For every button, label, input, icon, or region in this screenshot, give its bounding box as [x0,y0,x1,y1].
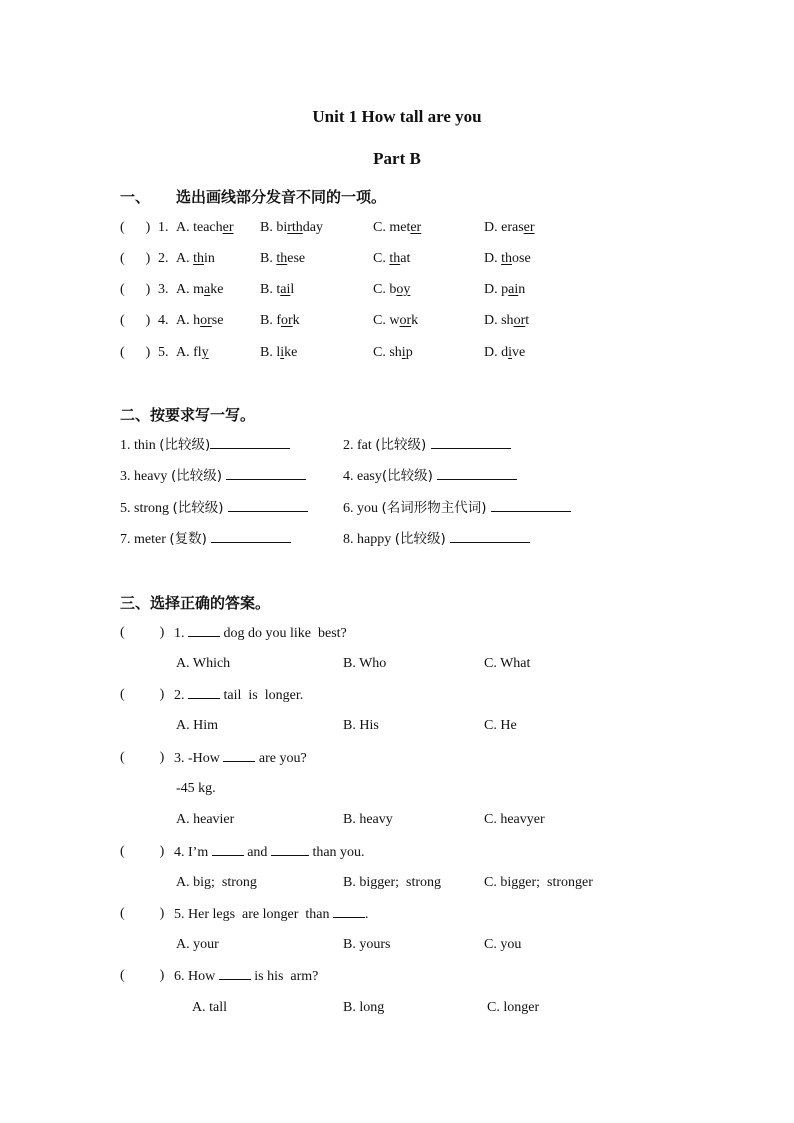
answer-line[interactable] [219,966,251,980]
option-text: in [204,251,215,266]
option-choice: C. heavyer [484,812,545,827]
section-2-heading: 二、按要求写一写。 [120,406,256,424]
option-choice [176,249,215,269]
answer-line[interactable] [223,748,255,762]
option-choice: C. you [484,937,522,952]
option-text: D. sh [484,313,514,328]
question-row [0,623,794,643]
option-text: se [211,313,224,328]
word-prompt: 7. meter [120,532,170,547]
answer-blank[interactable]: ( ) [120,220,151,235]
option-choice [373,343,413,363]
option-choice: A. Him [176,718,218,733]
options-row [0,654,794,674]
answer-line[interactable] [271,842,309,856]
answer-blank[interactable]: ( ) [120,282,151,297]
section-1-number: 一、 [120,188,151,206]
answer-blank[interactable]: ( ) [120,906,165,921]
question-text: dog do you like best? [220,626,347,641]
fill-item [343,466,517,487]
option-choice: B. heavy [343,812,393,827]
question-number: 2. [158,251,169,266]
underlined-letters: or [281,313,293,328]
question-text: 2. [174,688,188,703]
underlined-letters: ai [280,282,291,297]
underlined-letters: y [201,345,209,360]
option-choice: C. What [484,656,531,671]
answer-line[interactable] [333,904,365,918]
option-choice [260,280,294,300]
word-prompt: 2. fat [343,438,376,453]
option-text: D. [484,251,502,266]
answer-line[interactable] [450,529,530,543]
question-row [0,218,794,238]
option-choice [176,311,223,331]
question-number: 1. [158,220,169,235]
word-prompt: 5. strong [120,501,173,516]
option-choice [484,311,529,331]
question-text: tail is longer. [220,688,304,703]
option-choice [484,343,525,363]
option-text: k [292,313,300,328]
underlined-letters: er [222,220,234,235]
option-choice: B. bigger; strong [343,875,441,890]
underlined-letters: oy [396,282,411,297]
option-text: A. teach [176,220,223,235]
answer-line[interactable] [211,529,291,543]
dialogue-reply: -45 kg. [176,781,216,796]
question-stem [174,685,303,706]
question-text: 6. How [174,969,219,984]
answer-blank[interactable]: ( ) [120,687,165,702]
option-text: n [518,282,526,297]
word-prompt: 3. heavy [120,469,171,484]
underlined-letters: or [513,313,526,328]
answer-blank[interactable]: ( ) [120,313,151,328]
option-text: p [405,345,413,360]
question-row [0,466,794,486]
answer-blank[interactable]: ( ) [120,625,165,640]
option-choice [176,280,223,300]
question-stem [174,748,307,769]
underlined-letters: i [401,345,406,360]
option-choice: B. yours [343,937,391,952]
option-text: t [525,313,530,328]
form-hint: (名词形物主代词) [381,500,491,516]
fill-item [120,529,291,550]
word-prompt: 8. happy [343,532,395,547]
answer-blank[interactable]: ( ) [120,968,165,983]
page-title: Unit 1 How tall are you [312,107,482,126]
option-text: at [400,251,411,266]
question-row [0,529,794,549]
word-prompt: 1. thin [120,438,160,453]
option-text: D. d [484,345,509,360]
option-choice [484,218,535,238]
option-choice [260,343,297,363]
question-text: 4. I’m [174,845,212,860]
question-text: 5. Her legs are longer than [174,907,333,922]
question-row [0,343,794,363]
question-row [0,842,794,862]
option-text: D. eras [484,220,524,235]
question-text: and [243,845,271,860]
option-choice: C. bigger; stronger [484,875,593,890]
option-choice [260,311,300,331]
question-row [0,435,794,455]
option-choice: C. He [484,718,517,733]
question-row [0,311,794,331]
option-text: C. b [373,282,397,297]
underlined-letters: rth [287,220,303,235]
underlined-letters: or [399,313,412,328]
option-text: ve [512,345,526,360]
option-choice: A. heavier [176,812,235,827]
options-row [0,873,794,893]
underlined-letters: th [501,251,513,266]
question-stem [174,966,318,987]
question-number: 3. [158,282,169,297]
question-row [0,249,794,269]
option-choice [373,311,418,331]
answer-line[interactable] [491,498,571,512]
answer-blank[interactable]: ( ) [120,345,151,360]
option-text: A. fl [176,345,202,360]
question-stem [174,623,347,644]
option-text: ese [287,251,306,266]
option-choice [484,280,525,300]
underlined-letters: i [280,345,285,360]
option-text: A. [176,251,194,266]
section-1-title: 选出画线部分发音不同的一项。 [176,188,387,206]
underlined-letters: th [389,251,401,266]
answer-blank[interactable]: ( ) [120,844,165,859]
form-hint: (复数) [169,531,212,547]
answer-line[interactable] [228,498,308,512]
question-number: 5. [158,345,169,360]
question-text: 1. [174,626,188,641]
answer-blank[interactable]: ( ) [120,750,165,765]
answer-line-text [0,779,794,799]
option-choice: C. longer [487,1000,540,1015]
question-row [0,966,794,986]
option-choice [176,218,234,238]
form-hint: (比较级) [170,468,227,484]
underlined-letters: a [204,282,211,297]
fill-item [120,435,290,456]
option-text: ke [210,282,224,297]
option-choice: A. Which [176,656,231,671]
question-text: 3. -How [174,751,224,766]
option-text: day [302,220,324,235]
options-row [0,998,794,1018]
fill-item [120,498,308,519]
option-text: B. l [260,345,281,360]
option-text: B. [260,251,277,266]
form-hint: (比较级) [381,468,438,484]
option-choice [373,218,421,238]
question-text: is his arm? [250,969,319,984]
options-row [0,810,794,830]
option-choice: A. your [176,937,219,952]
option-text: ke [284,345,298,360]
question-row [0,280,794,300]
option-text: C. w [373,313,400,328]
option-choice [373,280,410,300]
option-choice: A. tall [192,1000,227,1015]
option-text: A. h [176,313,201,328]
underlined-letters: i [508,345,513,360]
question-row [0,498,794,518]
answer-blank[interactable]: ( ) [120,251,151,266]
question-row [0,748,794,768]
option-text: C. sh [373,345,402,360]
page-subtitle: Part B [373,149,421,168]
answer-line[interactable] [226,466,306,480]
answer-line[interactable] [188,685,220,699]
underlined-letters: th [193,251,205,266]
answer-line[interactable] [431,435,511,449]
question-row [0,904,794,924]
question-row [0,685,794,705]
option-text: B. f [260,313,281,328]
answer-line[interactable] [188,623,220,637]
answer-line[interactable] [210,435,290,449]
option-choice: B. His [343,718,379,733]
question-text: are you? [255,751,307,766]
option-choice [373,249,410,269]
fill-item [343,498,571,519]
option-text: l [290,282,295,297]
word-prompt: 6. you [343,501,382,516]
answer-line[interactable] [212,842,244,856]
underlined-letters: or [200,313,212,328]
option-text: B. t [260,282,281,297]
question-text: than you. [308,845,365,860]
option-choice [176,343,209,363]
option-choice [260,218,323,238]
section-1-heading [120,186,386,207]
word-prompt: 4. easy [343,469,382,484]
form-hint: (比较级) [375,437,431,453]
option-choice [484,249,531,269]
question-text: . [365,907,369,922]
underlined-letters: th [276,251,288,266]
form-hint: (比较级) [394,531,451,547]
fill-item [343,529,530,550]
option-choice: B. Who [343,656,387,671]
option-text: k [411,313,419,328]
option-text: C. [373,251,390,266]
option-text: C. met [373,220,411,235]
option-text: D. p [484,282,509,297]
fill-item [343,435,511,456]
section-3-heading: 三、选择正确的答案。 [120,594,271,612]
underlined-letters: er [523,220,535,235]
option-text: ose [512,251,531,266]
form-hint: (比较级) [172,500,228,516]
fill-item [120,466,306,487]
option-choice: A. big; strong [176,875,257,890]
underlined-letters: er [410,220,422,235]
question-stem [174,842,365,863]
option-choice [260,249,305,269]
option-text: A. m [176,282,204,297]
question-stem [174,904,369,925]
question-number: 4. [158,313,169,328]
option-text: B. bi [260,220,288,235]
form-hint: (比较级) [159,437,211,453]
option-choice: B. long [343,1000,385,1015]
answer-line[interactable] [437,466,517,480]
options-row [0,716,794,736]
underlined-letters: ai [508,282,519,297]
options-row [0,935,794,955]
